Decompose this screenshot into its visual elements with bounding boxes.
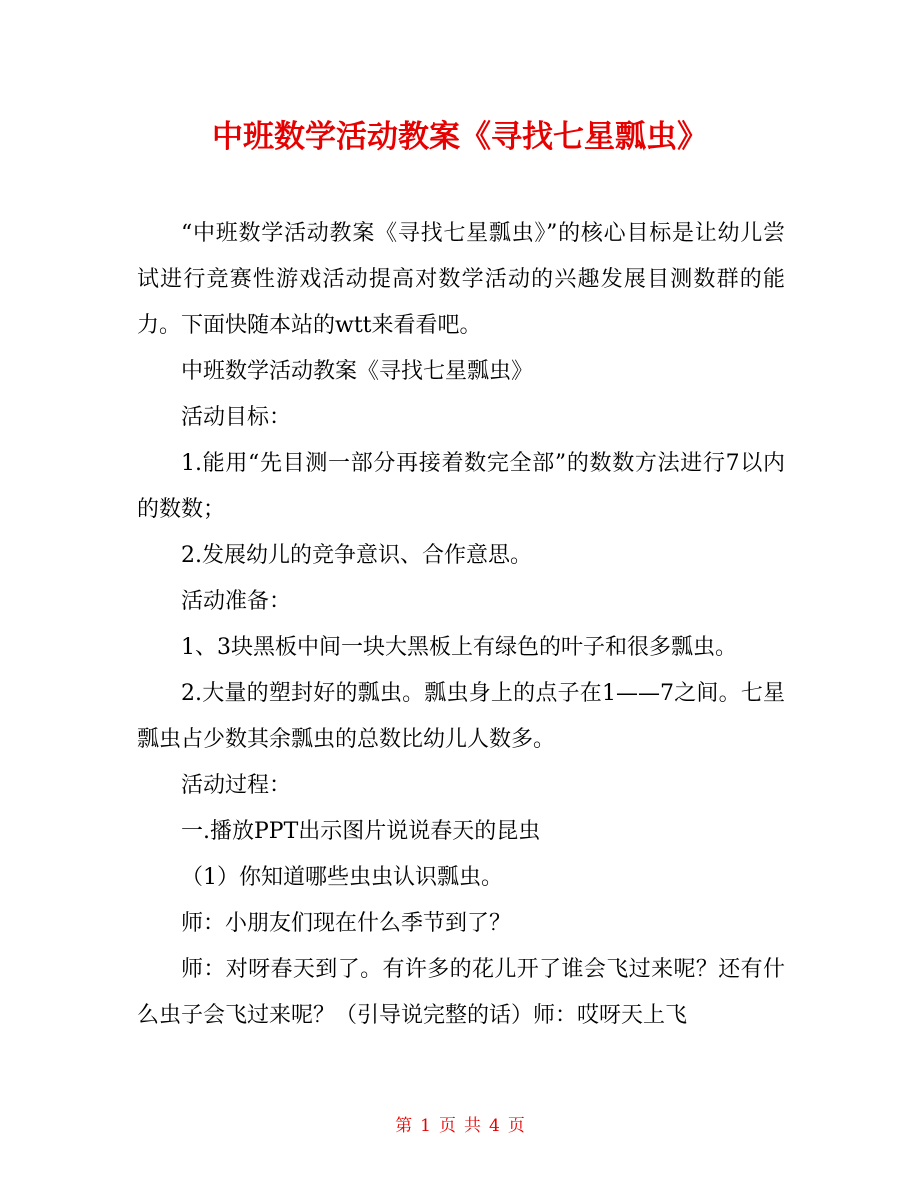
paragraph-process-heading: 活动过程： <box>181 773 292 798</box>
paragraph-goal-1: 1.能用“先目测一部分再接着数完全部”的数数方法进行7以内的数数； <box>137 451 785 522</box>
page-footer <box>0 1111 920 1141</box>
footer-total-pages: 4 <box>489 1116 500 1136</box>
paragraph-goal-2: 2.发展幼儿的竞争意识、合作意思。 <box>181 543 532 568</box>
footer-label-page: 第 <box>395 1116 413 1136</box>
paragraph-prep-2: 2.大量的塑封好的瓢虫。瓢虫身上的点子在1——7之间。七星瓢虫占少数其余瓢虫的总数比幼儿人数多。 <box>137 681 785 752</box>
paragraph-prep-heading: 活动准备： <box>181 589 292 614</box>
document-body <box>137 211 785 1039</box>
paragraph-dialogue-1: 师：小朋友们现在什么季节到了？ <box>181 911 512 936</box>
footer-label-total: 共 <box>464 1116 481 1136</box>
document-title: 中班数学活动教案《寻找七星瓢虫》 <box>212 119 708 155</box>
paragraph-process-step-1: 一.播放PPT出示图片说说春天的昆虫 <box>181 819 541 844</box>
paragraph-intro: “中班数学活动教案《寻找七星瓢虫》”的核心目标是让幼儿尝试进行竞赛性游戏活动提高对数学活动的兴趣发展目测数群的能力。下面快随本站的wtt来看看吧。 <box>137 221 785 338</box>
paragraph-prep-1: 1、3块黑板中间一块大黑板上有绿色的叶子和很多瓢虫。 <box>181 635 737 660</box>
footer-label-total-unit: 页 <box>507 1116 525 1136</box>
paragraph-subtitle: 中班数学活动教案《寻找七星瓢虫》 <box>181 359 534 384</box>
footer-label-page-unit: 页 <box>439 1116 456 1136</box>
paragraph-goals-heading: 活动目标： <box>181 405 292 430</box>
footer-current-page: 1 <box>420 1116 431 1136</box>
paragraph-dialogue-2: 师：对呀春天到了。有许多的花儿开了谁会飞过来呢？还有什么虫子会飞过来呢？（引导说完整的话）师：哎呀天上飞 <box>137 957 785 1028</box>
paragraph-process-sub-1: （1）你知道哪些虫虫认识瓢虫。 <box>181 865 503 890</box>
